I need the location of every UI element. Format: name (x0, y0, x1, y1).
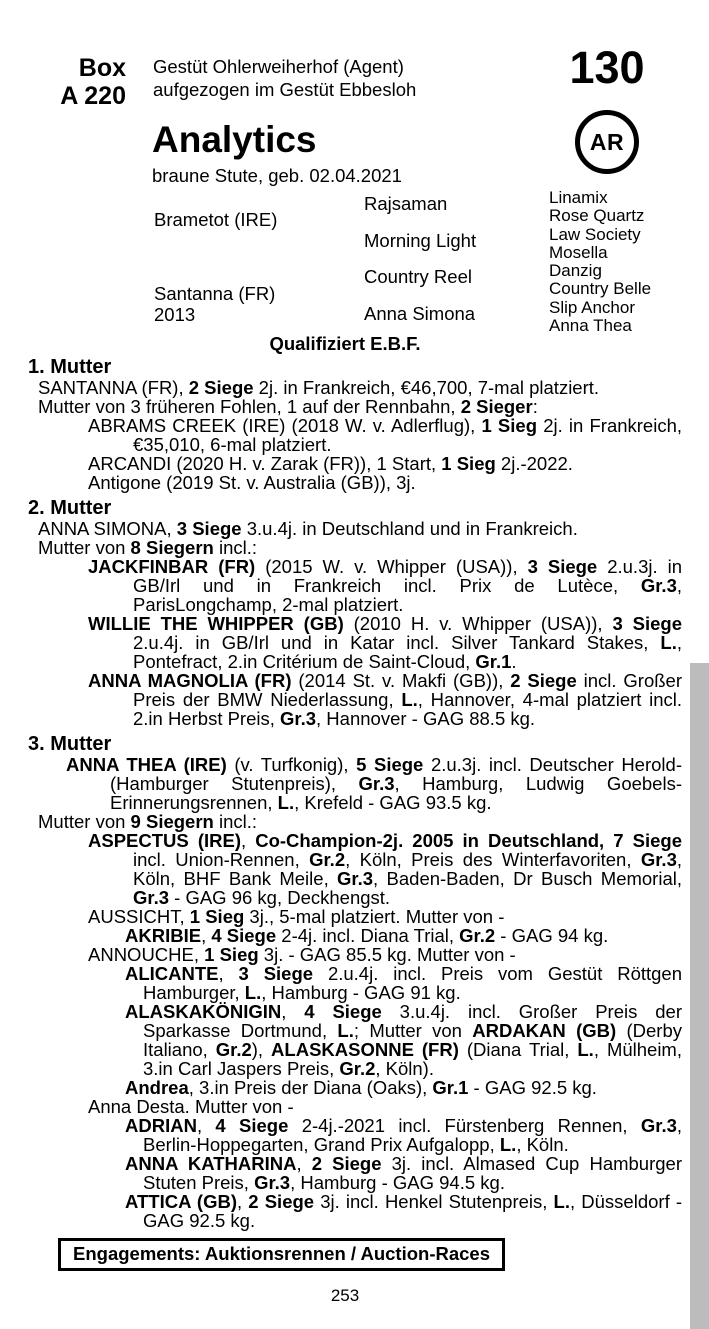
anna-thea-line: ANNA THEA (IRE) (v. Turfkonig), 5 Siege 2.u.3j. incl. Deutscher Herold-(Hamburger Stutenpreis), Gr.3, Hamburg, Ludwig Goebels-Erinnerungsrennen, L., Krefeld - GAG 93.5 kg. (66, 754, 682, 813)
pedigree-g3-name: Anna Thea (549, 316, 632, 336)
anna-simona-line: ANNA SIMONA, 3 Siege 3.u.4j. in Deutschland und in Frankreich. (38, 518, 578, 539)
anna-katharina: ANNA KATHARINA, 2 Siege 3j. incl. Almased Cup Hamburger Stuten Preis, Gr.3, Hamburg - GAG 94.5 kg. (125, 1153, 682, 1193)
consignor-line1: Gestüt Ohlerweiherhof (Agent) (153, 56, 404, 77)
pedigree-g3-name: Linamix (549, 188, 608, 207)
box-number: A 220 (60, 82, 126, 110)
box-label-text: Box (78, 54, 126, 82)
santanna-produce-intro: Mutter von 3 früheren Fohlen, 1 auf der Rennbahn, 2 Sieger: (38, 396, 538, 417)
alicante: ALICANTE, 3 Siege 2.u.4j. incl. Preis vom Gestüt Röttgen Hamburger, L., Hamburg - GAG 91 kg. (125, 963, 682, 1003)
pedigree-g3-name: Country Belle (549, 279, 652, 299)
pedigree-g3-name: Danzig (549, 261, 602, 281)
pedigree-grandsire-2: Country Reel (364, 266, 472, 287)
akribie: AKRIBIE, 4 Siege 2-4j. incl. Diana Trial, Gr.2 - GAG 94 kg. (125, 925, 609, 946)
arcandi: ARCANDI (2020 H. v. Zarak (FR)), 1 Start, 1 Sieg 2j.-2022. (88, 453, 573, 474)
aussicht: AUSSICHT, 1 Sieg 3j., 5-mal platziert. Mutter von - (88, 906, 505, 927)
pedigree-g3-name: Rose Quartz (549, 206, 645, 226)
annouche: ANNOUCHE, 1 Sieg 3j. - GAG 85.5 kg. Mutter von - (88, 944, 516, 965)
pedigree-grandsire-1: Rajsaman (364, 193, 448, 214)
breeder-brand-icon (575, 110, 639, 174)
willie-the-whipper: WILLIE THE WHIPPER (GB) (2010 H. v. Whipper (USA)), 3 Siege 2.u.4j. in GB/Irl und in Katar incl. Silver Tankard Stakes, L., Pontefract, 2.in Critérium de Saint-Cloud, Gr.1. (88, 613, 682, 672)
pedigree-granddam-2: Anna Simona (364, 303, 476, 324)
horse-name: Analytics (152, 119, 317, 160)
abrams-creek: ABRAMS CREEK (IRE) (2018 W. v. Adlerflug), 1 Sieg 2j. in Frankreich, €35,010, 6-mal platziert. (88, 415, 683, 455)
pedigree-dam (154, 283, 275, 325)
pedigree-sire: Brametot (IRE) (154, 209, 278, 230)
consignor-block (153, 55, 416, 101)
anna-simona-produce-intro: Mutter von 8 Siegern incl.: (38, 537, 258, 558)
engagements-box (58, 1238, 505, 1271)
antigone: Antigone (2019 St. v. Australia (GB)), 3j. (88, 472, 416, 493)
box-label (30, 54, 126, 110)
pedigree-dam-name: Santanna (FR) (154, 283, 276, 304)
horse-description: braune Stute, geb. 02.04.2021 (152, 165, 402, 186)
engagements-label: Engagements: Auktionsrennen / Auction-Races (73, 1243, 490, 1264)
anna-thea-produce-intro: Mutter von 9 Siegern incl.: (38, 811, 258, 832)
adrian: ADRIAN, 4 Siege 2-4j.-2021 incl. Fürstenberg Rennen, Gr.3, Berlin-Hoppegarten, Grand Prix Aufgalopp, L., Köln. (125, 1115, 683, 1155)
anna-desta: Anna Desta. Mutter von - (88, 1096, 294, 1117)
page-number: 253 (330, 1286, 360, 1305)
pedigree-text (0, 357, 682, 1230)
pedigree-g3-name: Law Society (549, 224, 641, 244)
andrea: Andrea, 3.in Preis der Diana (Oaks), Gr.1 - GAG 92.5 kg. (125, 1077, 597, 1098)
attica: ATTICA (GB), 2 Siege 3j. incl. Henkel Stutenpreis, L., Düsseldorf - GAG 92.5 kg. (125, 1191, 683, 1231)
pedigree-generation3 (549, 189, 699, 335)
breeder-brand-initials: AR (589, 128, 625, 155)
santanna-line: SANTANNA (FR), 2 Siege 2j. in Frankreich, €46,700, 7-mal platziert. (38, 377, 600, 398)
section-1-heading: 1. Mutter (28, 356, 112, 378)
scrollbar-thumb[interactable] (690, 663, 709, 1329)
section-2-heading: 2. Mutter (28, 497, 112, 519)
lot-number: 130 (569, 42, 645, 93)
aspectus: ASPECTUS (IRE), Co-Champion-2j. 2005 in Deutschland, 7 Siege incl. Union-Rennen, Gr.2, Köln, Preis des Winterfavoriten, Gr.3, Köln, BHF Bank Meile, Gr.3, Baden-Baden, Dr Busch Memorial, Gr.3 - GAG 96 kg, Deckhengst. (88, 830, 683, 908)
section-3-heading: 3. Mutter (28, 733, 112, 755)
anna-magnolia: ANNA MAGNOLIA (FR) (2014 St. v. Makfi (GB)), 2 Siege incl. Großer Preis der BMW Niederlassung, L., Hannover, 4-mal platziert incl. 2.in Herbst Preis, Gr.3, Hannover - GAG 88.5 kg. (88, 670, 683, 729)
qualification-line: Qualifiziert E.B.F. (269, 333, 421, 354)
jackfinbar: JACKFINBAR (FR) (2015 W. v. Whipper (USA)), 3 Siege 2.u.3j. in GB/Irl und in Frankreich incl. Prix de Lutèce, Gr.3, ParisLongchamp, 2-mal platziert. (88, 556, 682, 615)
pedigree-granddam-1: Morning Light (364, 230, 477, 251)
pedigree-dam-year: 2013 (154, 304, 196, 325)
pedigree-g3-name: Mosella (549, 242, 608, 262)
alaskakoenigin: ALASKAKÖNIGIN, 4 Siege 3.u.4j. incl. Großer Preis der Sparkasse Dortmund, L.; Mutter von ARDAKAN (GB) (Derby Italiano, Gr.2), ALASKASONNE (FR) (Diana Trial, L., Mülheim, 3.in Carl Jaspers Preis, Gr.2, Köln). (125, 1001, 682, 1079)
pedigree-g3-name: Slip Anchor (549, 297, 635, 317)
consignor-line2: aufgezogen im Gestüt Ebbesloh (153, 79, 417, 100)
